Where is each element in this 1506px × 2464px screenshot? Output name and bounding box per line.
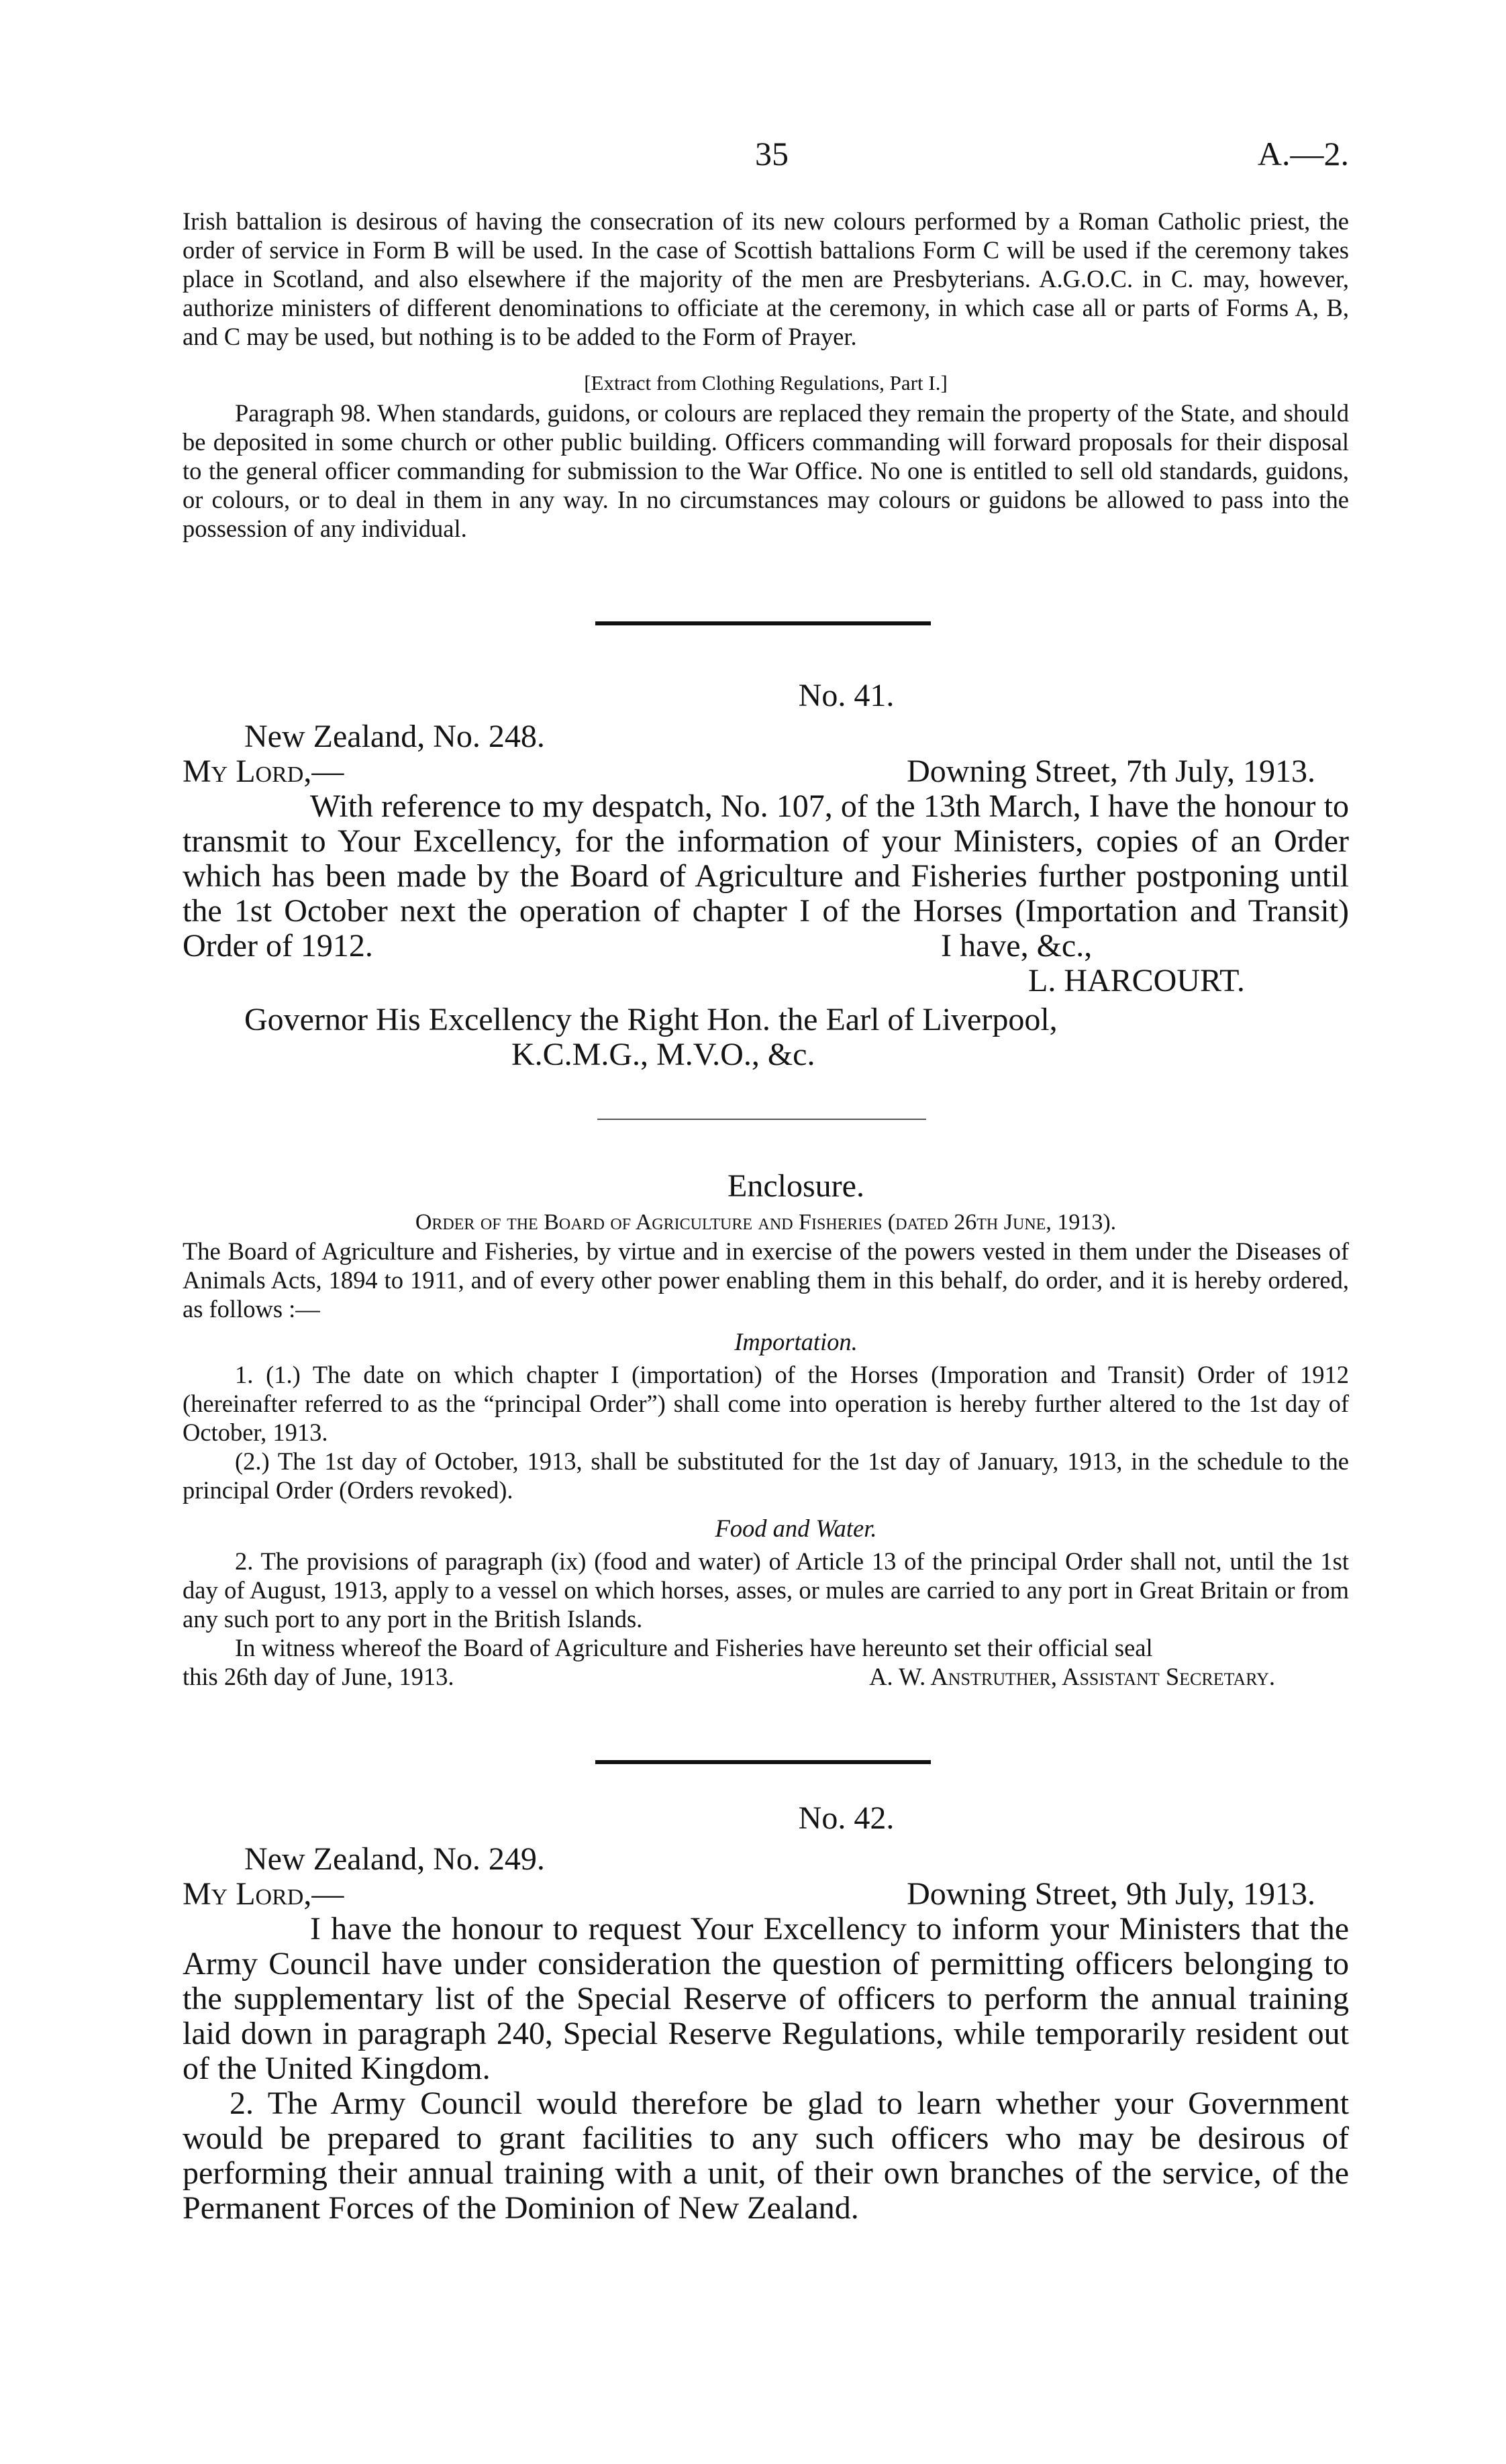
despatch-date: Downing Street, 7th July, 1913.	[907, 754, 1315, 789]
clause-1-2: (2.) The 1st day of October, 1913, shall be substituted for the 1st day of January, 1913, in the schedule to the principal Order (Orders revoked).	[183, 1447, 1349, 1504]
enclosure-section	[183, 1168, 1349, 1691]
document-reference: A.—2.	[1257, 135, 1349, 172]
addressee-line-2: K.C.M.G., M.V.O., &c.	[511, 1037, 815, 1072]
preamble-text: The Board of Agriculture and Fisheries, by virtue and in exercise of the powers vested in them under the Diseases of Animals Acts, 1894 to 1911, and of every other power enabling them in this behalf, do order, and it is hereby ordered, as follows :—	[183, 1237, 1349, 1323]
section-divider-3	[595, 1760, 931, 1764]
despatch-date-42: Downing Street, 9th July, 1913.	[907, 1876, 1315, 1912]
salutation: My Lord,—	[183, 754, 344, 789]
despatch-no-42	[183, 1800, 1349, 2226]
despatch-ref: New Zealand, No. 248.	[244, 719, 545, 754]
clause-2: 2. The provisions of paragraph (ix) (food and water) of Article 13 of the principal Order shall not, until the 1st day of August, 1913, apply to a vessel on which horses, asses, or mules are carried to any port in Great Britain or from any such port to any port in the British Islands.	[183, 1547, 1349, 1633]
despatch-body-block	[183, 789, 1349, 1072]
witness-date: this 26th day of June, 1913.	[183, 1663, 454, 1690]
despatch-body: With reference to my despatch, No. 107, of the 13th March, I have the honour to transmit to Your Excellency, for the information of your Ministers, copies of an Order which has been made by the Board of Agriculture and Fisheries further postponing until the 1st October next the operation of chapter I of the Horses (Importation and Transit) Order of 1912.	[183, 788, 1349, 964]
despatch-no-41	[183, 678, 1349, 1072]
enclosure-title: Enclosure.	[727, 1168, 864, 1204]
witness-signatory: A. W. Anstruther, Assistant Secretary.	[869, 1663, 1275, 1690]
closing: I have, &c.,	[941, 928, 1093, 964]
section-divider-1	[595, 621, 931, 625]
witness-row	[183, 1662, 1349, 1691]
section-divider-2	[597, 1119, 926, 1120]
paragraph-2: 2. The Army Council would therefore be glad to learn whether your Government would be prepared to grant facilities to any such officers who may be desirous of performing their annual training with a unit, of their own branches of the service, of the Permanent Forces of the Dominion of New Zealand.	[183, 2086, 1349, 2226]
despatch-ref-42: New Zealand, No. 249.	[244, 1841, 545, 1877]
top-section	[183, 207, 1349, 543]
clause-1-1: 1. (1.) The date on which chapter I (importation) of the Horses (Imporation and Transit) Order of 1912 (hereinafter referred to as the “principal Order”) shall come into operation is hereby further altered to the 1st day of October, 1913.	[183, 1361, 1349, 1446]
order-preamble	[183, 1237, 1349, 1323]
continuation-paragraph: Irish battalion is desirous of having the consecration of its new colours performed by a Roman Catholic priest, the order of service in Form B will be used. In the case of Scottish battalions Form C will be used if the ceremony takes place in Scotland, and also elsewhere if the majority of the men are Presbyterians. A.G.O.C. in C. may, however, authorize ministers of different denominations to officiate at the ceremony, in which case all or parts of Forms A, B, and C may be used, but nothing is to be added to the Form of Prayer.	[183, 207, 1349, 350]
importation-heading: Importation.	[734, 1328, 858, 1355]
signature: L. HARCOURT.	[1028, 963, 1245, 998]
salutation-42: My Lord,—	[183, 1876, 344, 1912]
despatch-number-42: No. 42.	[798, 1800, 895, 1836]
extract-heading: [Extract from Clothing Regulations, Part I.]	[584, 371, 948, 395]
paragraph-98: Paragraph 98. When standards, guidons, or colours are replaced they remain the property of the State, and should be deposited in some church or other public building. Officers commanding will forward proposals for their disposal to the general officer commanding for submission to the War Office. No one is entitled to sell old standards, guidons, or colours, or to deal in them in any way. In no circumstances may colours or guidons be allowed to pass into the possession of any individual.	[183, 399, 1349, 542]
page-number: 35	[755, 135, 789, 172]
order-title: Order of the Board of Agriculture and Fisheries (dated 26th June, 1913).	[415, 1210, 1117, 1235]
paragraph-1: I have the honour to request Your Excellency to inform your Ministers that the Army Council have under consideration the question of permitting officers belonging to the supplementary list of the Special Reserve of officers to perform the annual training laid down in paragraph 240, Special Reserve Regulations, while temporarily resident out of the United Kingdom.	[183, 1911, 1349, 2086]
addressee-line-1: Governor His Excellency the Right Hon. the Earl of Liverpool,	[244, 1002, 1058, 1037]
witness-clause: In witness whereof the Board of Agriculture and Fisheries have hereunto set their official seal	[235, 1634, 1153, 1661]
food-water-heading: Food and Water.	[715, 1515, 877, 1542]
despatch-number: No. 41.	[798, 678, 895, 713]
salutation-row	[183, 754, 1349, 789]
despatch-body-42	[183, 1912, 1349, 2226]
salutation-row-42	[183, 1877, 1349, 1912]
